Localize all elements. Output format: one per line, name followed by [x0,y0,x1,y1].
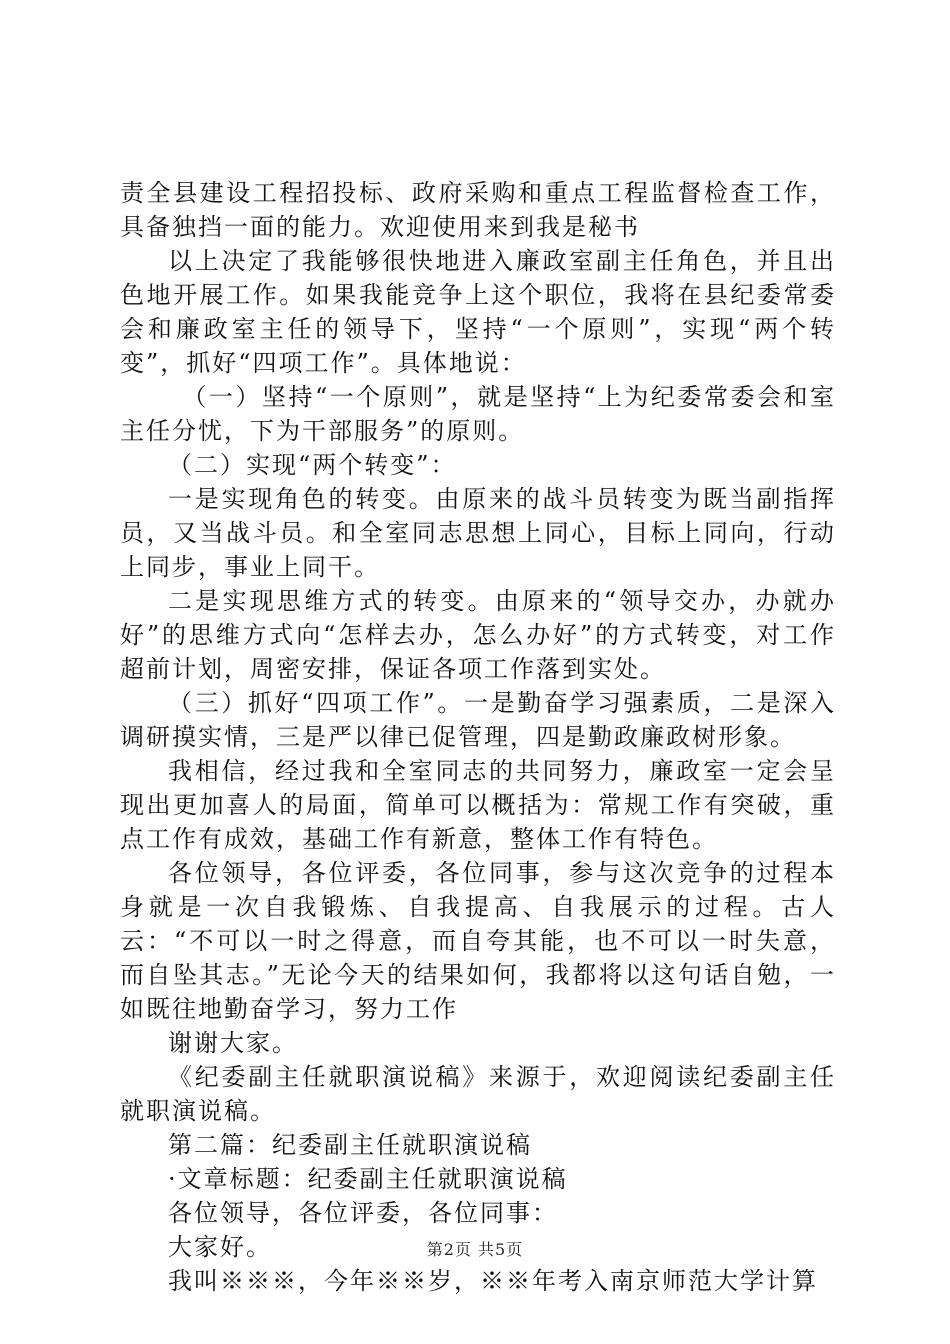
document-body [120,176,836,1298]
paragraph: 各位领导，各位评委，各位同事： [168,1199,558,1227]
paragraph: 以上决定了我能够很快地进入廉政室副主任角色，并且出色地开展工作。如果我能竞争上这个职位，我将在县纪委常委会和廉政室主任的领导下，坚持“一个原则”，实现“两个转变”，抓好“四项工作”。具体地说： [120,247,836,377]
paragraph: 谢谢大家。 [168,1029,298,1057]
paragraph: （二）实现“两个转变”： [168,451,457,479]
paragraph: 《纪委副主任就职演说稿》来源于，欢迎阅读纪委副主任就职演说稿。 [120,1063,836,1125]
paragraph: 我相信，经过我和全室同志的共同努力，廉政室一定会呈现出更加喜人的局面，简单可以概括为：常规工作有突破，重点工作有成效，基础工作有新意，整体工作有特色。 [120,757,836,853]
paragraph: 二是实现思维方式的转变。由原来的“领导交办，办就办好”的思维方式向“怎样去办，怎么办好”的方式转变，对工作超前计划，周密安排，保证各项工作落到实处。 [120,587,836,683]
paragraph: 责全县建设工程招投标、政府采购和重点工程监督检查工作，具备独挡一面的能力。欢迎使用来到我是秘书 [120,179,836,241]
paragraph: 各位领导，各位评委，各位同事，参与这次竞争的过程本身就是一次自我锻炼、自我提高、自我展示的过程。古人云：“不可以一时之得意，而自夸其能，也不可以一时失意，而自坠其志。”无论今天的结果如何，我都将以这句话自勉，一如既往地勤奋学习，努力工作 [120,859,836,1023]
section-heading: 第二篇：纪委副主任就职演说稿 [168,1131,532,1159]
page-number: 第2页 共5页 [426,1240,524,1259]
page-footer [0,1240,950,1260]
paragraph: （三）抓好“四项工作”。一是勤奋学习强素质，二是深入调研摸实情，三是严以律已促管理，四是勤政廉政树形象。 [120,689,836,751]
paragraph: 我叫※※※，今年※※岁，※※年考入南京师范大学计算 [168,1267,818,1295]
paragraph: （一）坚持“一个原则”，就是坚持“上为纪委常委会和室主任分忧，下为干部服务”的原则。 [120,383,836,445]
article-title-line: ·文章标题：纪委副主任就职演说稿 [168,1165,568,1193]
paragraph: 一是实现角色的转变。由原来的战斗员转变为既当副指挥员，又当战斗员。和全室同志思想上同心，目标上同向，行动上同步，事业上同干。 [120,485,836,581]
paragraph: 大家好。 [168,1233,272,1261]
